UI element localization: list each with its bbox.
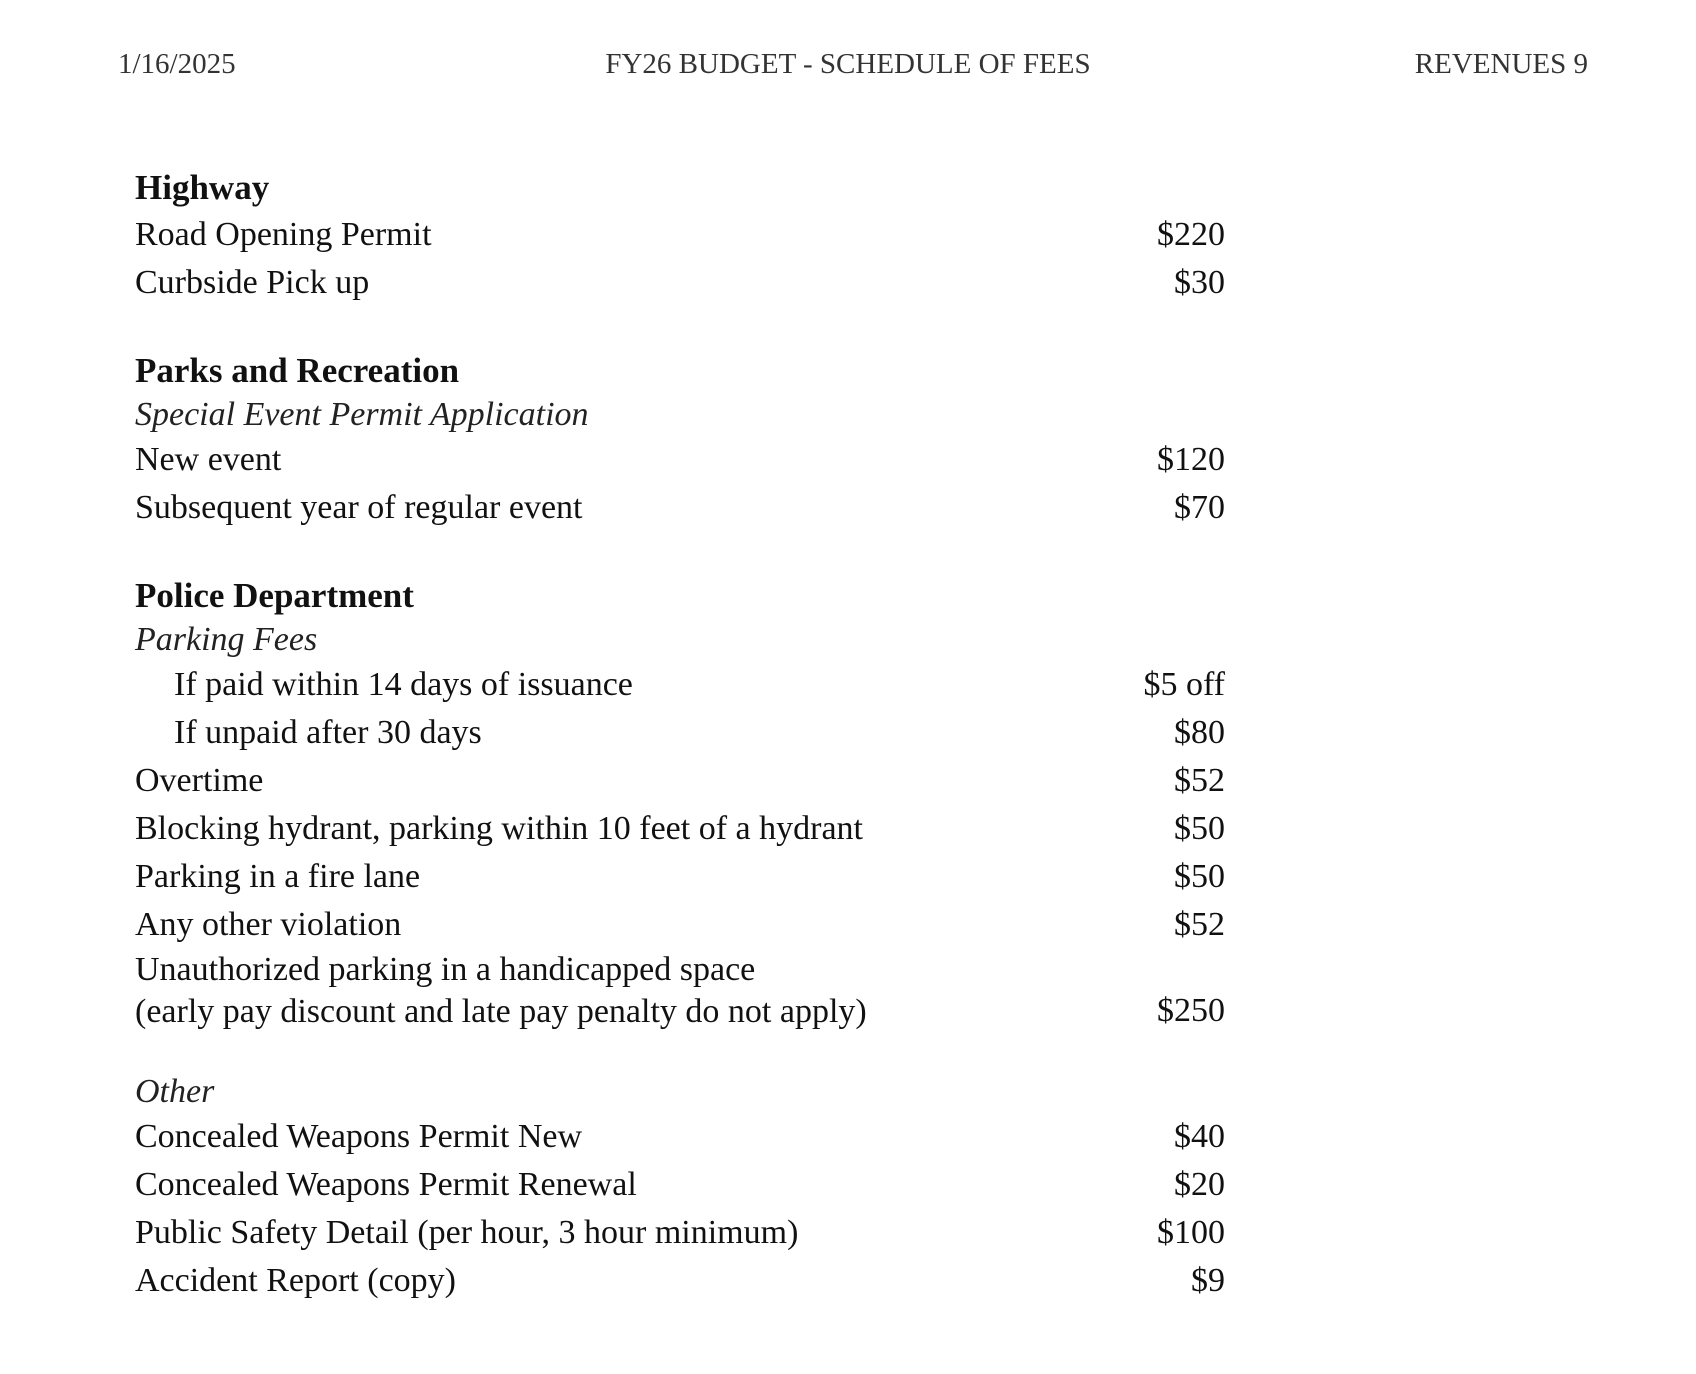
fee-label: Curbside Pick up xyxy=(135,264,370,301)
fee-row xyxy=(135,901,1225,949)
fee-amount: $250 xyxy=(1157,992,1225,1029)
page-header xyxy=(0,48,1696,92)
fee-amount: $50 xyxy=(1174,810,1225,847)
section-title: Police Department xyxy=(135,576,414,615)
fee-row xyxy=(135,436,1225,484)
section-title: Highway xyxy=(135,168,270,207)
fee-label: Public Safety Detail (per hour, 3 hour minimum) xyxy=(135,1214,799,1251)
fee-amount: $5 off xyxy=(1143,666,1225,703)
subheading: Other xyxy=(135,1073,215,1110)
fee-label: Subsequent year of regular event xyxy=(135,489,583,526)
header-date: 1/16/2025 xyxy=(118,48,236,80)
fee-row xyxy=(135,853,1225,901)
fee-label-line-2: (early pay discount and late pay penalty do not apply) xyxy=(135,993,867,1030)
fee-amount: $100 xyxy=(1157,1214,1225,1251)
header-title: FY26 BUDGET - SCHEDULE OF FEES xyxy=(605,48,1091,80)
fee-label: Accident Report (copy) xyxy=(135,1262,456,1299)
fee-amount: $20 xyxy=(1174,1166,1225,1203)
fee-amount: $52 xyxy=(1174,762,1225,799)
fee-label: New event xyxy=(135,441,282,478)
subheading: Parking Fees xyxy=(135,621,318,658)
fee-label-multiline xyxy=(135,949,867,1033)
fee-label-line-1: Unauthorized parking in a handicapped space xyxy=(135,951,756,988)
fee-label: Concealed Weapons Permit Renewal xyxy=(135,1166,637,1203)
fee-row xyxy=(135,805,1225,853)
header-page-label: REVENUES 9 xyxy=(1414,48,1588,80)
fee-row xyxy=(135,484,1225,532)
fee-row xyxy=(135,1257,1225,1305)
fee-row xyxy=(135,757,1225,805)
fee-amount: $220 xyxy=(1157,216,1225,253)
police-other-block xyxy=(135,1071,1225,1305)
section-highway xyxy=(135,165,1225,307)
section-parks-recreation xyxy=(135,348,1225,532)
fee-row xyxy=(135,709,1225,757)
fee-row xyxy=(135,1161,1225,1209)
fee-row xyxy=(135,259,1225,307)
fee-amount: $70 xyxy=(1174,489,1225,526)
fee-amount: $120 xyxy=(1157,441,1225,478)
fee-row xyxy=(135,1209,1225,1257)
fee-label: Overtime xyxy=(135,762,264,799)
fee-row xyxy=(135,1113,1225,1161)
section-title: Parks and Recreation xyxy=(135,351,460,390)
fee-row-handicapped xyxy=(135,949,1225,1035)
subheading: Special Event Permit Application xyxy=(135,396,589,433)
fee-schedule xyxy=(135,165,1225,1305)
fee-amount: $30 xyxy=(1174,264,1225,301)
fee-row xyxy=(135,211,1225,259)
fee-label: If paid within 14 days of issuance xyxy=(174,666,633,703)
fee-label: Concealed Weapons Permit New xyxy=(135,1118,583,1155)
fee-label: Any other violation xyxy=(135,906,402,943)
section-police-department xyxy=(135,573,1225,1305)
fee-label: Blocking hydrant, parking within 10 feet of a hydrant xyxy=(135,810,863,847)
fee-label: Parking in a fire lane xyxy=(135,858,421,895)
fee-amount: $52 xyxy=(1174,906,1225,943)
fee-amount: $40 xyxy=(1174,1118,1225,1155)
fee-amount: $80 xyxy=(1174,714,1225,751)
fee-amount: $50 xyxy=(1174,858,1225,895)
fee-amount: $9 xyxy=(1191,1262,1225,1299)
fee-label: Road Opening Permit xyxy=(135,216,432,253)
fee-row xyxy=(135,661,1225,709)
fee-label: If unpaid after 30 days xyxy=(174,714,482,751)
